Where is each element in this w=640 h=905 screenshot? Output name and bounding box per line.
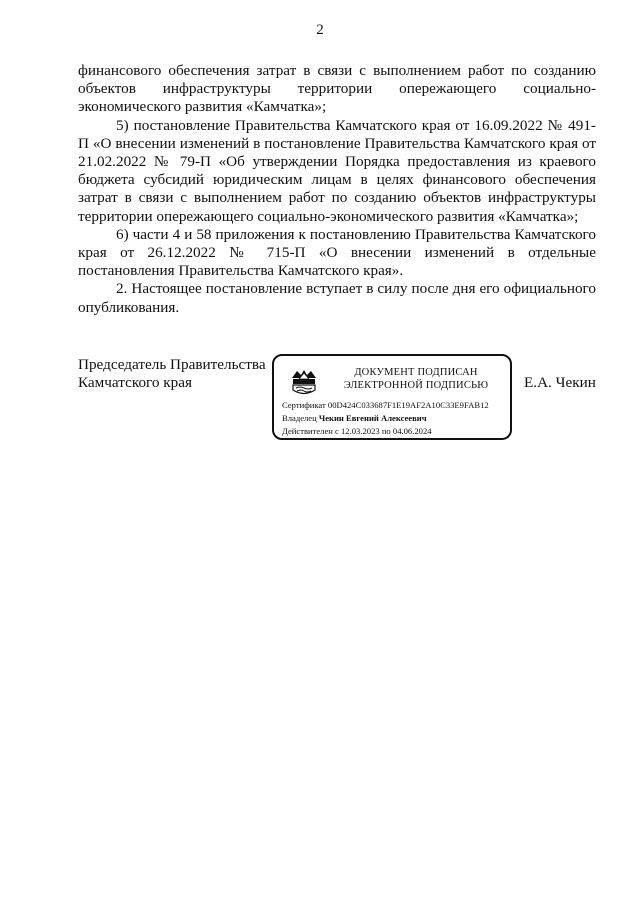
signer-title [78,356,266,392]
page-number: 2 [316,22,324,38]
valid-to-label: по [381,426,391,436]
stamp-owner-row [282,412,512,425]
signer-title-line2: Камчатского края [78,374,192,392]
electronic-signature-stamp [272,354,512,440]
signer-title-line1: Председатель Правительства [78,356,266,373]
stamp-certificate-row [282,399,512,412]
stamp-validity-row [282,425,512,438]
signer-name: Е.А. Чекин [524,374,596,391]
owner-value: Чекин Евгений Алексеевич [318,413,427,423]
document-body [78,62,596,317]
stamp-heading [326,366,506,392]
certificate-label: Сертификат [282,400,326,410]
owner-label: Владелец [282,413,317,423]
stamp-heading-line2: ЭЛЕКТРОННОЙ ПОДПИСЬЮ [343,380,489,391]
paragraph-item-6: 6) части 4 и 58 приложения к постановлению Правительства Камчатского края от 26.12.2022 № 715-П «О внесении изменений в отдельные постановления Правительства Камчатского края». [78,225,596,280]
paragraph-effective-date: 2. Настоящее постановление вступает в силу после дня его официального опубликования. [78,280,596,316]
valid-from: 12.03.2023 [341,426,380,436]
paragraph-continuation: финансового обеспечения затрат в связи с выполнением работ по созданию объектов инфраструктуры территории опережающего социально-экономического развития «Камчатка»; [78,62,596,116]
stamp-heading-line1: ДОКУМЕНТ ПОДПИСАН [354,367,478,378]
valid-label: Действителен с [282,426,339,436]
certificate-value: 00D424C033687F1E19AF2A10C33E9FAB12 [327,400,489,410]
valid-to: 04.06.2024 [392,426,432,436]
kamchatka-coat-of-arms-icon [288,366,320,398]
stamp-details [282,399,512,438]
paragraph-item-5: 5) постановление Правительства Камчатского края от 16.09.2022 № 491-П «О внесении изменений в постановление Правительства Камчатского края от 21.02.2022 № 79-П «Об утверждении Порядка предоставления из краевого бюджета субсидий юридическим лицам в целях финансового обеспечения затрат в связи с выполнением работ по созданию объектов инфраструктуры территории опережающего социально-экономического развития «Камчатка»; [78,116,596,225]
